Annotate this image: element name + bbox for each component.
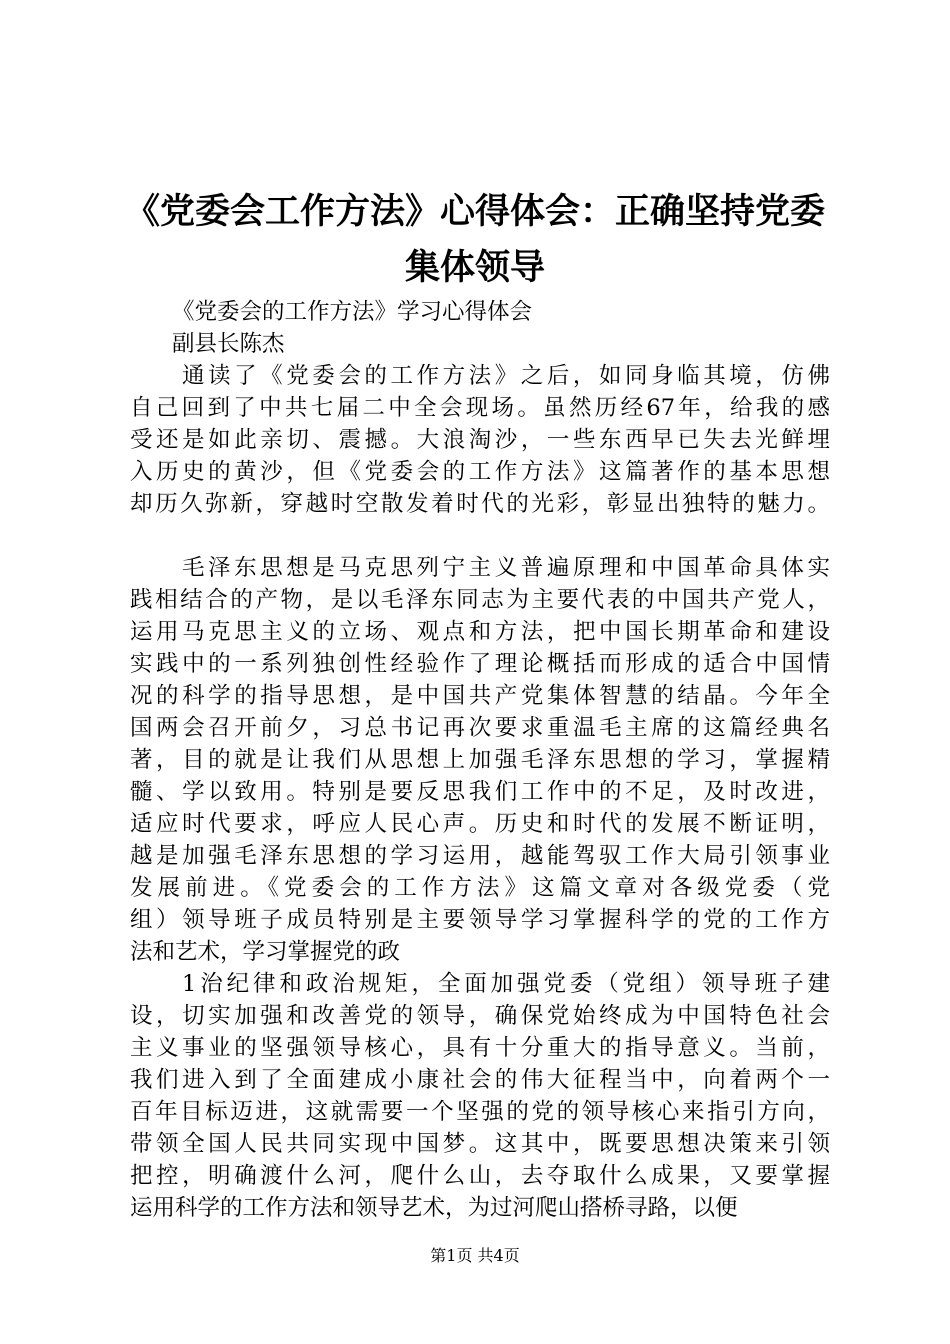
paragraph-spacer [130,520,830,552]
paragraph-line: 越是加强毛泽东思想的学习运用，越能驾驭工作大局引领事业 [130,843,830,869]
paragraph-line: 我们进入到了全面建成小康社会的伟大征程当中，向着两个一 [130,1067,830,1093]
paragraph-line: 把控，明确渡什么河，爬什么山，去夺取什么成果，又要掌握 [130,1163,830,1189]
paragraph-line: 自己回到了中共七届二中全会现场。虽然历经67年，给我的感 [130,395,830,421]
paragraph-line: 带领全国人民共同实现中国梦。这其中，既要思想决策来引领 [130,1131,830,1157]
paragraph-line: 1治纪律和政治规矩，全面加强党委（党组）领导班子建 [182,971,830,997]
document-author: 副县长陈杰 [172,331,285,357]
paragraph-line: 著，目的就是让我们从思想上加强毛泽东思想的学习，掌握精 [130,747,830,773]
paragraph-line: 况的科学的指导思想，是中国共产党集体智慧的结晶。今年全 [130,683,830,709]
paragraph-line: 却历久弥新，穿越时空散发着时代的光彩，彰显出独特的魅力。 [130,491,830,517]
page-footer: 第1页 共4页 [430,1246,520,1265]
paragraph-line: 设，切实加强和改善党的领导，确保党始终成为中国特色社会 [130,1003,830,1029]
paragraph-line: 百年目标迈进，这就需要一个坚强的党的领导核心来指引方向， [130,1099,830,1125]
document-subtitle: 《党委会的工作方法》学习心得体会 [172,299,533,325]
paragraph-line: 运用科学的工作方法和领导艺术，为过河爬山搭桥寻路，以便 [130,1195,738,1221]
paragraph-container [130,360,830,1224]
paragraph [130,968,830,1224]
document-body [130,296,830,1224]
paragraph-line: 发展前进。《党委会的工作方法》这篇文章对各级党委（党 [130,875,830,901]
paragraph-line: 入历史的黄沙，但《党委会的工作方法》这篇著作的基本思想 [130,459,830,485]
paragraph-line: 国两会召开前夕，习总书记再次要求重温毛主席的这篇经典名 [130,715,830,741]
paragraph-line: 实践中的一系列独创性经验作了理论概括而形成的适合中国情 [130,651,830,677]
paragraph-line: 主义事业的坚强领导核心，具有十分重大的指导意义。当前， [130,1035,830,1061]
paragraph-line: 适应时代要求，呼应人民心声。历史和时代的发展不断证明， [130,811,830,837]
document-title-line-2: 集体领导 [404,248,545,288]
paragraph [130,360,830,520]
paragraph-line: 毛泽东思想是马克思列宁主义普遍原理和中国革命具体实 [182,555,830,581]
paragraph-line: 运用马克思主义的立场、观点和方法，把中国长期革命和建设 [130,619,830,645]
document-title-line-1: 《党委会工作方法》心得体会：正确坚持党委 [124,192,825,232]
paragraph [130,552,830,968]
paragraph-line: 受还是如此亲切、震撼。大浪淘沙，一些东西早已失去光鲜埋 [130,427,830,453]
paragraph-line: 组）领导班子成员特别是主要领导学习掌握科学的党的工作方 [130,907,830,933]
paragraph-line: 践相结合的产物，是以毛泽东同志为主要代表的中国共产党人， [130,587,830,613]
paragraph-line: 法和艺术，学习掌握党的政 [130,939,401,965]
paragraph-line: 通读了《党委会的工作方法》之后，如同身临其境，仿佛 [182,363,830,389]
paragraph-line: 髓、学以致用。特别是要反思我们工作中的不足，及时改进， [130,779,830,805]
